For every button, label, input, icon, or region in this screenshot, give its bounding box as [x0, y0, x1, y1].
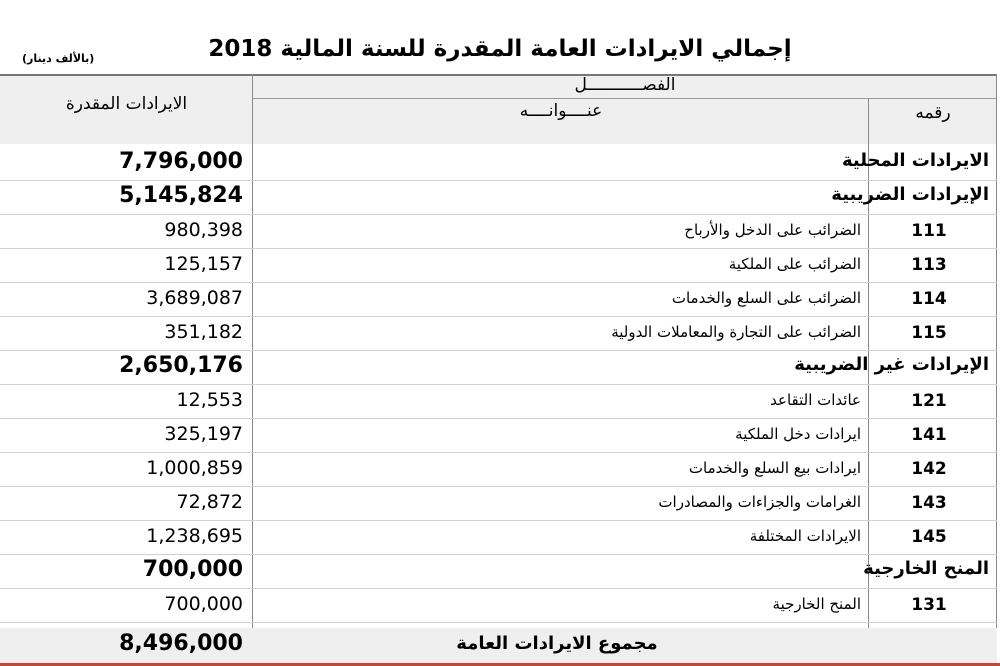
row-code: 114 — [911, 289, 947, 309]
row-value: 700,000 — [142, 557, 243, 582]
table-row — [0, 317, 997, 351]
row-code: 143 — [911, 493, 947, 513]
row-value: 12,553 — [176, 389, 243, 411]
row-description: الضرائب على التجارة والمعاملات الدولية — [611, 323, 861, 341]
row-code: 113 — [911, 255, 947, 275]
table-row — [0, 521, 997, 555]
section-row — [0, 555, 997, 589]
row-code: 111 — [911, 221, 947, 241]
row-description: الضرائب على الملكية — [728, 255, 861, 273]
row-description: عائدات التقاعد — [770, 391, 861, 409]
header-chapter: الفصـــــــــــل — [574, 75, 676, 95]
section-row — [0, 147, 997, 181]
table-row — [0, 453, 997, 487]
row-code: 121 — [911, 391, 947, 411]
table-row — [0, 283, 997, 317]
row-value: 7,796,000 — [119, 149, 243, 174]
row-description: الضرائب على السلع والخدمات — [671, 289, 861, 307]
row-description: الإيرادات غير الضريبية — [794, 354, 989, 375]
total-row — [0, 628, 997, 663]
header-revenue: الايرادات المقدرة — [65, 94, 188, 114]
row-code: 141 — [911, 425, 947, 445]
row-value: 980,398 — [164, 219, 243, 241]
table-row — [0, 249, 997, 283]
row-value: 2,650,176 — [119, 353, 243, 378]
row-value: 1,238,695 — [146, 525, 243, 547]
table-row — [0, 419, 997, 453]
row-value: 700,000 — [164, 593, 243, 615]
row-code: 145 — [911, 527, 947, 547]
row-description: ايرادات بيع السلع والخدمات — [688, 459, 861, 477]
table-row — [0, 487, 997, 521]
row-value: 72,872 — [176, 491, 243, 513]
total-label: مجموع الايرادات العامة — [456, 633, 658, 654]
row-description: ايرادات دخل الملكية — [735, 425, 861, 443]
page-title: إجمالي الايرادات العامة المقدرة للسنة المالية 2018 — [208, 36, 792, 62]
unit-note: (بالألف دينار) — [22, 52, 95, 65]
section-row — [0, 181, 997, 215]
row-description: المنح الخارجية — [772, 595, 861, 613]
row-description: الضرائب على الدخل والأرباح — [684, 221, 861, 239]
row-code: 142 — [911, 459, 947, 479]
header-mid-line — [253, 98, 997, 99]
row-description: المنح الخارجية — [863, 558, 989, 579]
row-value: 5,145,824 — [119, 183, 243, 208]
row-value: 1,000,859 — [146, 457, 243, 479]
row-description: الايرادات المختلفة — [749, 527, 861, 545]
row-divider — [0, 622, 997, 623]
total-value: 8,496,000 — [119, 631, 243, 656]
header-chapter-title: عنــــوانــــه — [519, 101, 603, 121]
row-description: الإيرادات الضريبية — [831, 184, 989, 205]
row-code: 115 — [911, 323, 947, 343]
table-row — [0, 589, 997, 623]
row-description: الايرادات المحلية — [841, 150, 989, 171]
row-description: الغرامات والجزاءات والمصادرات — [658, 493, 861, 511]
section-row — [0, 351, 997, 385]
row-code: 131 — [911, 595, 947, 615]
row-value: 125,157 — [164, 253, 243, 275]
row-value: 351,182 — [164, 321, 243, 343]
row-value: 3,689,087 — [146, 287, 243, 309]
row-value: 325,197 — [164, 423, 243, 445]
header-number: رقمه — [915, 103, 951, 123]
table-row — [0, 215, 997, 249]
table-row — [0, 385, 997, 419]
